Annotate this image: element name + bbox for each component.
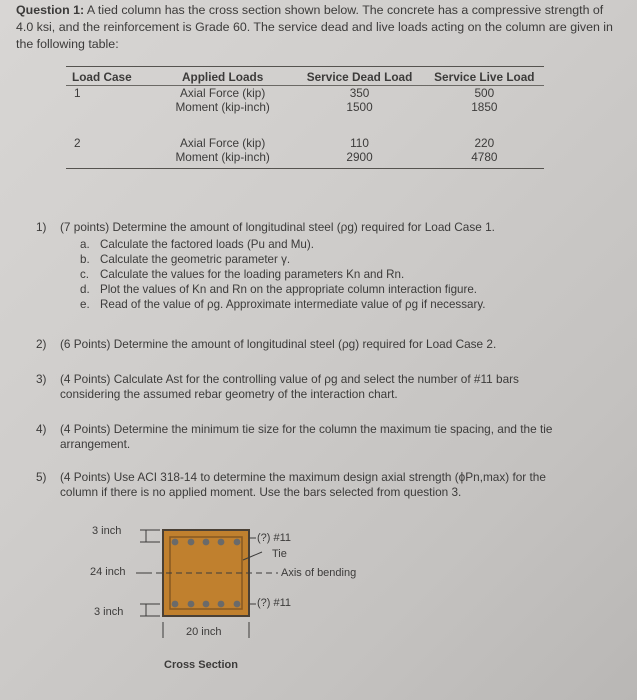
top-cover-label: 3 inch [92, 525, 122, 537]
question-text: (6 Points) Determine the amount of longitudinal steel (ρg) required for Load Case 2. [60, 337, 497, 351]
question-text: (4 Points) Calculate Ast for the controlling value of ρg and select the number of #11 bars considering the assumed rebar geometry of the interaction chart. [60, 372, 519, 401]
cell-load: Moment (kip-inch) [151, 150, 295, 169]
rebar [218, 601, 225, 608]
question-number: 4) [36, 422, 47, 436]
question-number: 3) [36, 372, 47, 386]
top-bars-label: (?) #11 [257, 532, 292, 544]
cell-case [66, 150, 151, 169]
rebar [172, 539, 179, 546]
cell-live: 4780 [425, 150, 544, 169]
question-number: 2) [36, 337, 47, 351]
cross-section-figure [0, 520, 637, 690]
cell-case: 2 [74, 136, 81, 150]
question-header [16, 2, 616, 53]
axis-label: Axis of bending [281, 567, 357, 579]
table-row [66, 150, 544, 169]
list-item: c. Calculate the values for the loading parameters Kn and Rn. [80, 268, 405, 281]
rebar [203, 539, 210, 546]
cell-load: Moment (kip-inch) [175, 100, 270, 114]
question-text: (7 points) Determine the amount of longitudinal steel (ρg) required for Load Case 1. [60, 220, 495, 234]
rebar [172, 601, 179, 608]
question-label: Question 1: [16, 3, 85, 17]
question-intro: A tied column has the cross section shown below. The concrete has a compressive strength of 4.0 ksi, and the reinforcement is Grade 60. The service dead and live loads acting on the column are given in the following table: [16, 3, 613, 51]
col-applied-loads: Applied Loads [151, 67, 295, 86]
question-5 [36, 470, 576, 500]
question-3 [36, 372, 556, 402]
question-text: (4 Points) Determine the minimum tie size for the column the maximum tie spacing, and the tie arrangement. [60, 422, 553, 451]
cell-dead: 1500 [346, 100, 373, 114]
list-item: b. Calculate the geometric parameter γ. [80, 253, 291, 266]
rebar [218, 539, 225, 546]
question-2 [36, 337, 596, 352]
cell-live: 220 [474, 136, 495, 150]
rebar [188, 601, 195, 608]
table-row [66, 136, 544, 150]
question-number: 1) [36, 220, 47, 234]
cell-case: 1 [74, 86, 81, 100]
depth-label: 24 inch [90, 566, 126, 578]
cell-dead: 110 [350, 136, 369, 150]
cell-case [66, 100, 151, 136]
loads-table [66, 66, 544, 169]
list-item: a. Calculate the factored loads (Pu and Mu). [80, 238, 314, 251]
question-text: (4 Points) Use ACI 318-14 to determine the maximum design axial strength (ϕPn,max) for the column if there is no applied moment. Use the bars selected from question 3. [60, 470, 546, 499]
cell-dead: 2900 [294, 150, 424, 169]
width-label: 20 inch [186, 626, 222, 638]
table-header-row [66, 67, 544, 86]
rebar [234, 601, 241, 608]
cell-live: 1850 [471, 100, 498, 114]
table-row [66, 86, 544, 101]
bottom-cover-label: 3 inch [94, 606, 124, 618]
rebar [234, 539, 241, 546]
rebar [203, 601, 210, 608]
question-1 [36, 220, 596, 235]
question-4 [36, 422, 596, 452]
rebar [188, 539, 195, 546]
list-item: d. Plot the values of Kn and Rn on the appropriate column interaction figure. [80, 283, 478, 296]
col-service-live: Service Live Load [425, 67, 544, 86]
question-number: 5) [36, 470, 47, 484]
cell-dead: 350 [349, 86, 370, 100]
table-row [66, 100, 544, 136]
cell-load: Axial Force (kip) [180, 86, 266, 100]
cell-load: Axial Force (kip) [180, 136, 266, 150]
figure-caption: Cross Section [164, 659, 238, 671]
cell-live: 500 [474, 86, 495, 100]
col-load-case: Load Case [66, 67, 151, 86]
list-item: e. Read of the value of ρg. Approximate intermediate value of ρg if necessary. [80, 298, 486, 311]
tie-label: Tie [272, 548, 287, 560]
bottom-bars-label: (?) #11 [257, 597, 292, 609]
question-1-subitems [80, 237, 485, 312]
col-service-dead: Service Dead Load [294, 67, 424, 86]
